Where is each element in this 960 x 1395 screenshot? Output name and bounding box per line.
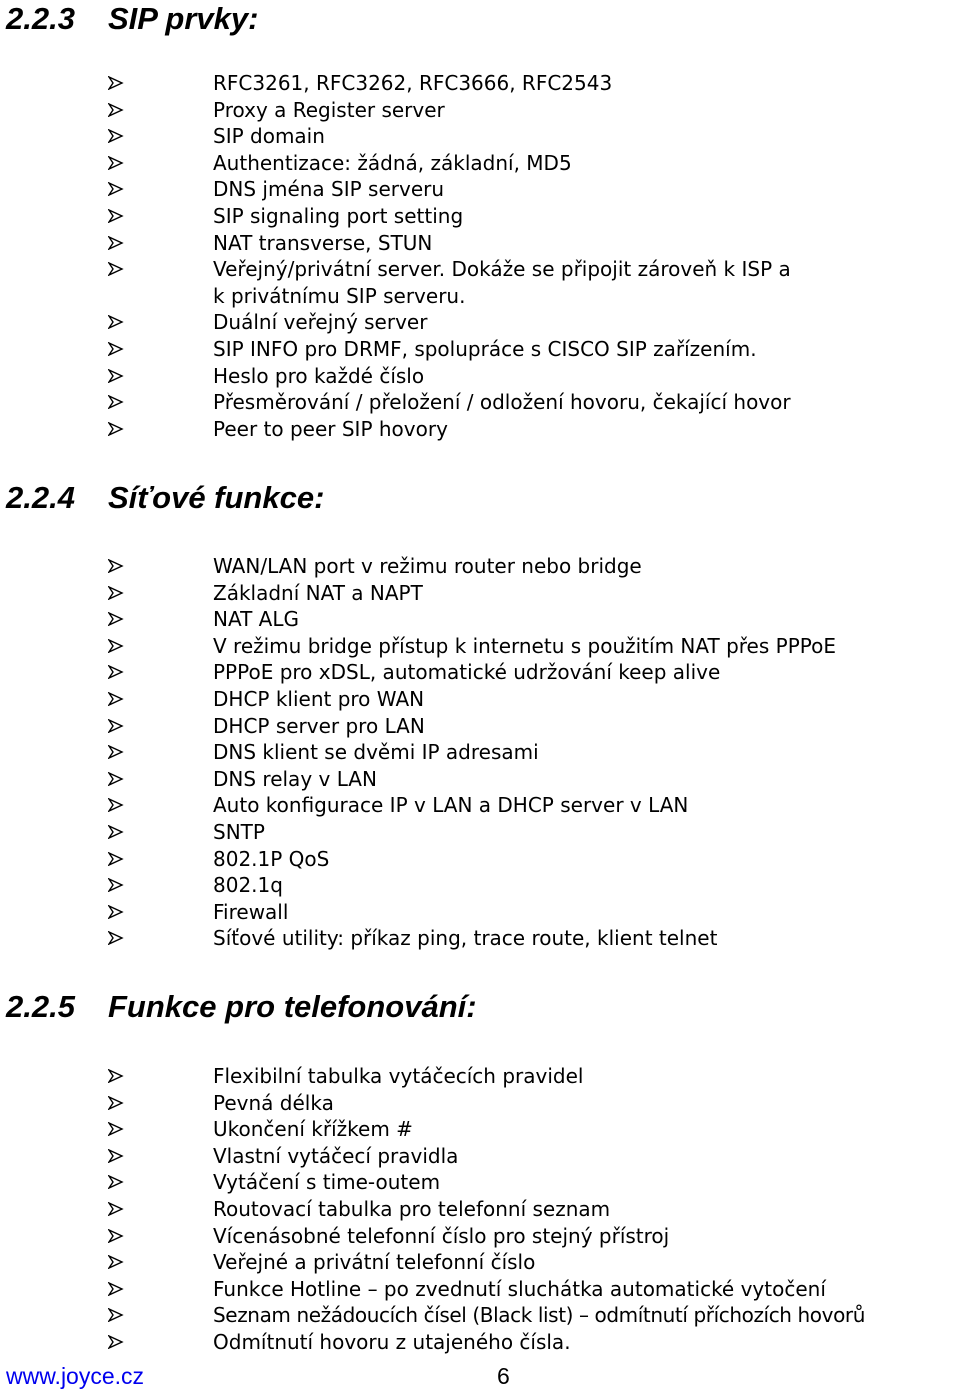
arrowhead-bullet-icon [108, 1249, 124, 1276]
arrowhead-bullet-icon [108, 899, 124, 926]
section-heading [6, 1, 258, 37]
arrowhead-bullet-icon [108, 633, 124, 660]
arrowhead-bullet-icon [108, 713, 124, 740]
arrowhead-bullet-icon [108, 203, 124, 230]
footer-website-link[interactable]: www.joyce.cz [6, 1363, 145, 1389]
arrowhead-bullet-icon [108, 606, 124, 633]
arrowhead-bullet-icon [108, 1302, 124, 1329]
arrowhead-bullet-icon [108, 256, 124, 283]
section-heading [6, 989, 477, 1025]
section-title: Funkce pro telefonování: [108, 989, 477, 1024]
arrowhead-bullet-icon [108, 872, 124, 899]
arrowhead-bullet-icon [108, 1063, 124, 1090]
section-number: 2.2.5 [6, 989, 75, 1024]
arrowhead-bullet-icon [108, 766, 124, 793]
arrowhead-bullet-icon [108, 686, 124, 713]
arrowhead-bullet-icon [108, 123, 124, 150]
arrowhead-bullet-icon [108, 150, 124, 177]
arrowhead-bullet-icon [108, 925, 124, 952]
arrowhead-bullet-icon [108, 846, 124, 873]
arrowhead-bullet-icon [108, 230, 124, 257]
section-number: 2.2.4 [6, 480, 75, 515]
arrowhead-bullet-icon [108, 336, 124, 363]
arrowhead-bullet-icon [108, 416, 124, 443]
arrowhead-bullet-icon [108, 97, 124, 124]
arrowhead-bullet-icon [108, 553, 124, 580]
section-title: SIP prvky: [108, 1, 259, 36]
arrowhead-bullet-icon [108, 1116, 124, 1143]
arrowhead-bullet-icon [108, 1329, 124, 1356]
arrowhead-bullet-icon [108, 1276, 124, 1303]
arrowhead-bullet-icon [108, 1143, 124, 1170]
arrowhead-bullet-icon [108, 1223, 124, 1250]
page-number: 6 [497, 1363, 510, 1389]
arrowhead-bullet-icon [108, 70, 124, 97]
arrowhead-bullet-icon [108, 1169, 124, 1196]
section-heading [6, 480, 324, 516]
arrowhead-bullet-icon [108, 389, 124, 416]
arrowhead-bullet-icon [108, 739, 124, 766]
arrowhead-bullet-icon [108, 363, 124, 390]
arrowhead-bullet-icon [108, 819, 124, 846]
section-number: 2.2.3 [6, 1, 75, 36]
arrowhead-bullet-icon [108, 309, 124, 336]
arrowhead-bullet-icon [108, 659, 124, 686]
arrowhead-bullet-icon [108, 580, 124, 607]
arrowhead-bullet-icon [108, 176, 124, 203]
arrowhead-bullet-icon [108, 1196, 124, 1223]
section-title: Síťové funkce: [108, 480, 325, 515]
arrowhead-bullet-icon [108, 1090, 124, 1117]
arrowhead-bullet-icon [108, 792, 124, 819]
